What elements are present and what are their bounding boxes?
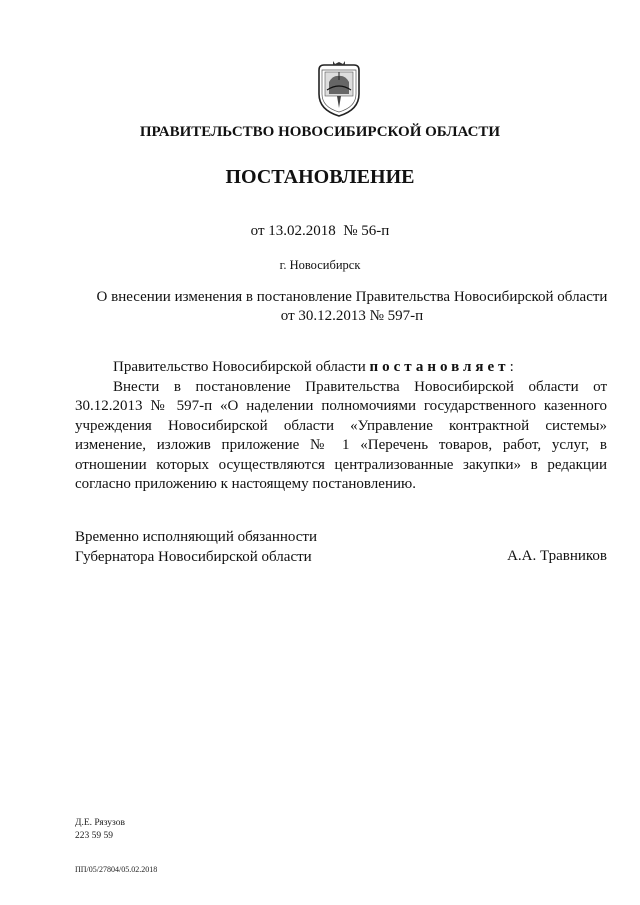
registry-number: ПП/05/27804/05.02.2018	[75, 865, 158, 874]
organization-title: ПРАВИТЕЛЬСТВО НОВОСИБИРСКОЙ ОБЛАСТИ	[139, 124, 501, 140]
coat-of-arms-icon	[316, 60, 362, 118]
signer-title-line-2: Губернатора Новосибирской области	[75, 548, 312, 565]
date-number: от 13.02.2018 № 56-п	[250, 223, 390, 239]
executor-name: Д.Е. Рязузов	[75, 818, 125, 828]
city: г. Новосибирск	[279, 258, 361, 272]
signer-title	[75, 528, 317, 567]
document-body	[75, 358, 607, 495]
subject-line-1: О внесении изменения в постановление Правительства Новосибирской области	[96, 289, 608, 305]
subject-heading	[72, 288, 632, 326]
intro-paragraph	[75, 358, 607, 378]
intro-text: Правительство Новосибирской области	[113, 359, 370, 375]
executor-phone: 223 59 59	[75, 831, 113, 841]
subject-line-2: от 30.12.2013 № 597-п	[280, 308, 424, 324]
signer-title-line-1: Временно исполняющий обязанности	[75, 529, 318, 545]
intro-colon: :	[509, 359, 514, 375]
document-type-title: ПОСТАНОВЛЕНИЕ	[225, 166, 415, 188]
decree-word: постановляет	[369, 359, 510, 375]
signer-name: А.А. Травников	[507, 548, 607, 564]
main-paragraph: Внести в постановление Правительства Новосибирской области от 30.12.2013 № 597-п «О наделении полномочиями государственного казенного учреждения Новосибирской области «Управление контрактной системы» изменение, изложив приложение № 1 «Перечень товаров, работ, услуг, в отношении которых осуществляются централизованные закупки» в редакции согласно приложению к настоящему постановлению.	[75, 378, 607, 492]
